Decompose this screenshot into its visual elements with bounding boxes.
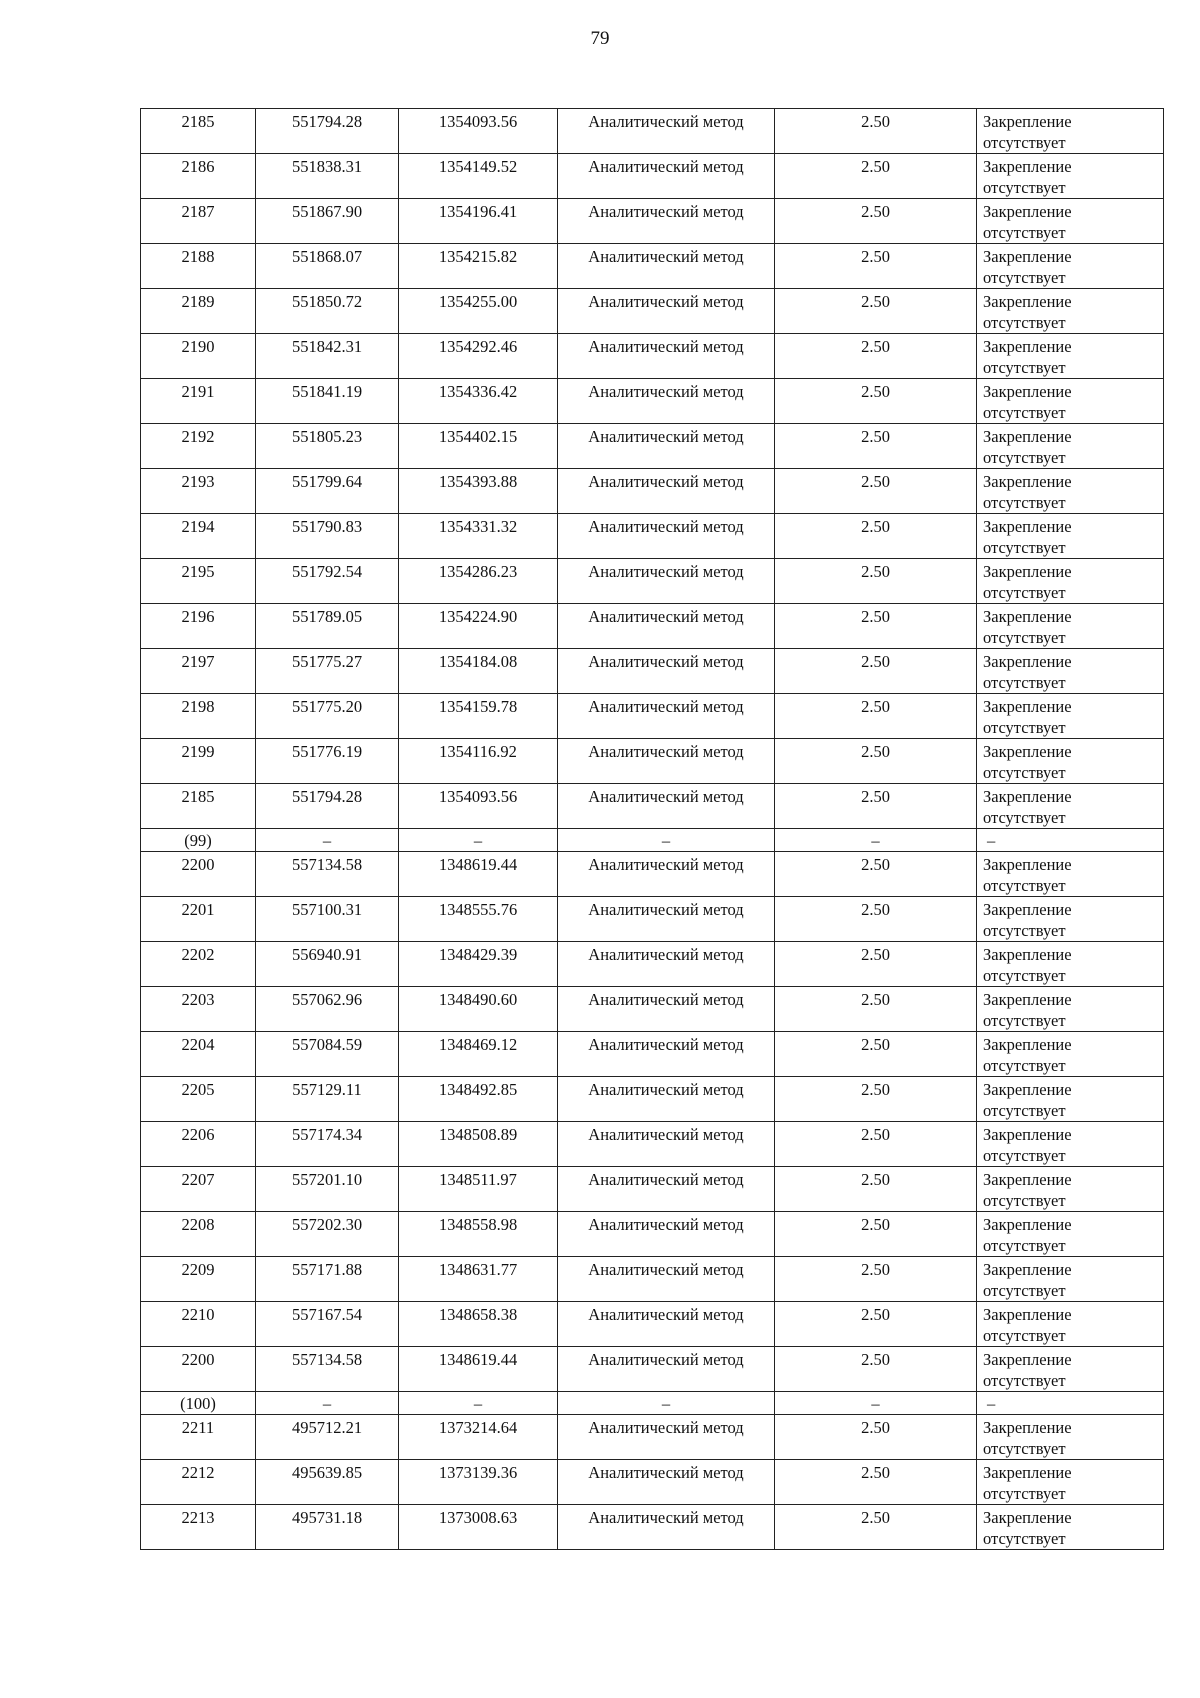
method-cell: – xyxy=(558,1392,775,1415)
table-row xyxy=(141,154,1164,199)
point-number-cell: 2199 xyxy=(141,739,256,784)
y-coordinate-cell: 1354224.90 xyxy=(399,604,558,649)
x-coordinate-cell: 557202.30 xyxy=(256,1212,399,1257)
point-number-cell: 2207 xyxy=(141,1167,256,1212)
contour-separator-row xyxy=(141,829,1164,852)
point-number-cell: 2200 xyxy=(141,1347,256,1392)
contour-separator-row xyxy=(141,1392,1164,1415)
method-cell: Аналитический метод xyxy=(558,649,775,694)
y-coordinate-cell: 1354331.32 xyxy=(399,514,558,559)
method-cell: Аналитический метод xyxy=(558,852,775,897)
accuracy-cell: 2.50 xyxy=(775,1167,977,1212)
table-row xyxy=(141,514,1164,559)
table-row xyxy=(141,694,1164,739)
fixing-cell: Закрепление отсутствует xyxy=(977,1167,1164,1212)
page-number: 79 xyxy=(590,28,610,49)
y-coordinate-cell: 1348558.98 xyxy=(399,1212,558,1257)
y-coordinate-cell: 1348508.89 xyxy=(399,1122,558,1167)
point-number-cell: 2200 xyxy=(141,852,256,897)
fixing-cell: Закрепление отсутствует xyxy=(977,154,1164,199)
fixing-cell: Закрепление отсутствует xyxy=(977,1460,1164,1505)
method-cell: Аналитический метод xyxy=(558,1167,775,1212)
y-coordinate-cell: 1354093.56 xyxy=(399,784,558,829)
method-cell: Аналитический метод xyxy=(558,379,775,424)
point-number-cell: 2206 xyxy=(141,1122,256,1167)
accuracy-cell: 2.50 xyxy=(775,739,977,784)
point-number-cell: 2193 xyxy=(141,469,256,514)
x-coordinate-cell: 551867.90 xyxy=(256,199,399,244)
fixing-cell: Закрепление отсутствует xyxy=(977,1077,1164,1122)
accuracy-cell: 2.50 xyxy=(775,1460,977,1505)
fixing-cell: Закрепление отсутствует xyxy=(977,1212,1164,1257)
fixing-cell: Закрепление отсутствует xyxy=(977,1347,1164,1392)
accuracy-cell: 2.50 xyxy=(775,379,977,424)
y-coordinate-cell: 1354196.41 xyxy=(399,199,558,244)
table-row xyxy=(141,244,1164,289)
point-number-cell: 2210 xyxy=(141,1302,256,1347)
accuracy-cell: 2.50 xyxy=(775,604,977,649)
x-coordinate-cell: 557201.10 xyxy=(256,1167,399,1212)
fixing-cell: Закрепление отсутствует xyxy=(977,739,1164,784)
y-coordinate-cell: 1354292.46 xyxy=(399,334,558,379)
fixing-cell: Закрепление отсутствует xyxy=(977,424,1164,469)
table-row xyxy=(141,852,1164,897)
accuracy-cell: 2.50 xyxy=(775,987,977,1032)
accuracy-cell: 2.50 xyxy=(775,942,977,987)
x-coordinate-cell: – xyxy=(256,829,399,852)
coordinates-table xyxy=(140,108,1164,1550)
y-coordinate-cell: 1354184.08 xyxy=(399,649,558,694)
point-number-cell: 2185 xyxy=(141,109,256,154)
method-cell: Аналитический метод xyxy=(558,942,775,987)
x-coordinate-cell: – xyxy=(256,1392,399,1415)
table-row xyxy=(141,739,1164,784)
point-number-cell: 2187 xyxy=(141,199,256,244)
x-coordinate-cell: 495712.21 xyxy=(256,1415,399,1460)
accuracy-cell: 2.50 xyxy=(775,109,977,154)
fixing-cell: Закрепление отсутствует xyxy=(977,604,1164,649)
accuracy-cell: 2.50 xyxy=(775,199,977,244)
accuracy-cell: 2.50 xyxy=(775,1302,977,1347)
y-coordinate-cell: 1348555.76 xyxy=(399,897,558,942)
table-body xyxy=(141,109,1164,1550)
method-cell: Аналитический метод xyxy=(558,199,775,244)
x-coordinate-cell: 557171.88 xyxy=(256,1257,399,1302)
accuracy-cell: 2.50 xyxy=(775,244,977,289)
fixing-cell: Закрепление отсутствует xyxy=(977,514,1164,559)
fixing-cell: Закрепление отсутствует xyxy=(977,379,1164,424)
x-coordinate-cell: 551838.31 xyxy=(256,154,399,199)
point-number-cell: 2209 xyxy=(141,1257,256,1302)
accuracy-cell: 2.50 xyxy=(775,1415,977,1460)
point-number-cell: 2198 xyxy=(141,694,256,739)
point-number-cell: 2190 xyxy=(141,334,256,379)
point-number-cell: 2197 xyxy=(141,649,256,694)
point-number-cell: 2188 xyxy=(141,244,256,289)
fixing-cell: Закрепление отсутствует xyxy=(977,1032,1164,1077)
x-coordinate-cell: 551794.28 xyxy=(256,784,399,829)
point-number-cell: 2194 xyxy=(141,514,256,559)
fixing-cell: Закрепление отсутствует xyxy=(977,1302,1164,1347)
x-coordinate-cell: 557062.96 xyxy=(256,987,399,1032)
x-coordinate-cell: 556940.91 xyxy=(256,942,399,987)
method-cell: Аналитический метод xyxy=(558,244,775,289)
method-cell: Аналитический метод xyxy=(558,1460,775,1505)
method-cell: Аналитический метод xyxy=(558,424,775,469)
table-row xyxy=(141,289,1164,334)
fixing-cell: Закрепление отсутствует xyxy=(977,649,1164,694)
method-cell: Аналитический метод xyxy=(558,784,775,829)
accuracy-cell: 2.50 xyxy=(775,559,977,604)
y-coordinate-cell: 1354116.92 xyxy=(399,739,558,784)
x-coordinate-cell: 551850.72 xyxy=(256,289,399,334)
fixing-cell: Закрепление отсутствует xyxy=(977,852,1164,897)
method-cell: Аналитический метод xyxy=(558,1302,775,1347)
table-row xyxy=(141,1347,1164,1392)
table-row xyxy=(141,199,1164,244)
y-coordinate-cell: 1373139.36 xyxy=(399,1460,558,1505)
fixing-cell: Закрепление отсутствует xyxy=(977,1122,1164,1167)
x-coordinate-cell: 495731.18 xyxy=(256,1505,399,1550)
x-coordinate-cell: 551842.31 xyxy=(256,334,399,379)
method-cell: Аналитический метод xyxy=(558,109,775,154)
fixing-cell: – xyxy=(977,1392,1164,1415)
y-coordinate-cell: 1373214.64 xyxy=(399,1415,558,1460)
fixing-cell: Закрепление отсутствует xyxy=(977,244,1164,289)
point-number-cell: 2205 xyxy=(141,1077,256,1122)
y-coordinate-cell: 1373008.63 xyxy=(399,1505,558,1550)
fixing-cell: Закрепление отсутствует xyxy=(977,784,1164,829)
y-coordinate-cell: 1354286.23 xyxy=(399,559,558,604)
table-row xyxy=(141,942,1164,987)
method-cell: Аналитический метод xyxy=(558,289,775,334)
x-coordinate-cell: 551805.23 xyxy=(256,424,399,469)
method-cell: Аналитический метод xyxy=(558,1032,775,1077)
accuracy-cell: 2.50 xyxy=(775,1077,977,1122)
accuracy-cell: 2.50 xyxy=(775,334,977,379)
accuracy-cell: 2.50 xyxy=(775,1347,977,1392)
method-cell: Аналитический метод xyxy=(558,1212,775,1257)
table-row xyxy=(141,334,1164,379)
point-number-cell: 2185 xyxy=(141,784,256,829)
accuracy-cell: 2.50 xyxy=(775,1032,977,1077)
method-cell: Аналитический метод xyxy=(558,154,775,199)
fixing-cell: Закрепление отсутствует xyxy=(977,199,1164,244)
method-cell: Аналитический метод xyxy=(558,1257,775,1302)
method-cell: Аналитический метод xyxy=(558,987,775,1032)
table-row xyxy=(141,1302,1164,1347)
x-coordinate-cell: 557129.11 xyxy=(256,1077,399,1122)
x-coordinate-cell: 551792.54 xyxy=(256,559,399,604)
x-coordinate-cell: 551775.20 xyxy=(256,694,399,739)
accuracy-cell: 2.50 xyxy=(775,154,977,199)
accuracy-cell: 2.50 xyxy=(775,784,977,829)
x-coordinate-cell: 557134.58 xyxy=(256,1347,399,1392)
point-number-cell: 2202 xyxy=(141,942,256,987)
accuracy-cell: 2.50 xyxy=(775,694,977,739)
table-row xyxy=(141,1032,1164,1077)
fixing-cell: Закрепление отсутствует xyxy=(977,1257,1164,1302)
y-coordinate-cell: 1354159.78 xyxy=(399,694,558,739)
method-cell: Аналитический метод xyxy=(558,334,775,379)
table-row xyxy=(141,109,1164,154)
table-row xyxy=(141,469,1164,514)
point-number-cell: 2211 xyxy=(141,1415,256,1460)
table-row xyxy=(141,604,1164,649)
x-coordinate-cell: 557134.58 xyxy=(256,852,399,897)
fixing-cell: Закрепление отсутствует xyxy=(977,942,1164,987)
x-coordinate-cell: 551789.05 xyxy=(256,604,399,649)
method-cell: Аналитический метод xyxy=(558,694,775,739)
fixing-cell: – xyxy=(977,829,1164,852)
method-cell: Аналитический метод xyxy=(558,1505,775,1550)
accuracy-cell: 2.50 xyxy=(775,424,977,469)
method-cell: Аналитический метод xyxy=(558,604,775,649)
x-coordinate-cell: 557100.31 xyxy=(256,897,399,942)
accuracy-cell: – xyxy=(775,1392,977,1415)
y-coordinate-cell: 1348658.38 xyxy=(399,1302,558,1347)
y-coordinate-cell: 1348631.77 xyxy=(399,1257,558,1302)
table-row xyxy=(141,1212,1164,1257)
fixing-cell: Закрепление отсутствует xyxy=(977,559,1164,604)
table-row xyxy=(141,897,1164,942)
table-row xyxy=(141,1077,1164,1122)
method-cell: Аналитический метод xyxy=(558,897,775,942)
accuracy-cell: 2.50 xyxy=(775,1122,977,1167)
fixing-cell: Закрепление отсутствует xyxy=(977,694,1164,739)
x-coordinate-cell: 551794.28 xyxy=(256,109,399,154)
point-number-cell: 2191 xyxy=(141,379,256,424)
y-coordinate-cell: 1354215.82 xyxy=(399,244,558,289)
fixing-cell: Закрепление отсутствует xyxy=(977,1415,1164,1460)
x-coordinate-cell: 557084.59 xyxy=(256,1032,399,1077)
x-coordinate-cell: 551868.07 xyxy=(256,244,399,289)
table-row xyxy=(141,784,1164,829)
y-coordinate-cell: 1354402.15 xyxy=(399,424,558,469)
y-coordinate-cell: 1348619.44 xyxy=(399,852,558,897)
y-coordinate-cell: – xyxy=(399,829,558,852)
x-coordinate-cell: 557167.54 xyxy=(256,1302,399,1347)
x-coordinate-cell: 557174.34 xyxy=(256,1122,399,1167)
x-coordinate-cell: 551790.83 xyxy=(256,514,399,559)
y-coordinate-cell: – xyxy=(399,1392,558,1415)
point-number-cell: 2201 xyxy=(141,897,256,942)
table-row xyxy=(141,1460,1164,1505)
point-number-cell: 2196 xyxy=(141,604,256,649)
method-cell: Аналитический метод xyxy=(558,1415,775,1460)
point-number-cell: 2204 xyxy=(141,1032,256,1077)
y-coordinate-cell: 1354149.52 xyxy=(399,154,558,199)
accuracy-cell: 2.50 xyxy=(775,1212,977,1257)
table-row xyxy=(141,379,1164,424)
point-number-cell: 2212 xyxy=(141,1460,256,1505)
method-cell: Аналитический метод xyxy=(558,1122,775,1167)
accuracy-cell: 2.50 xyxy=(775,1505,977,1550)
x-coordinate-cell: 551841.19 xyxy=(256,379,399,424)
accuracy-cell: 2.50 xyxy=(775,1257,977,1302)
y-coordinate-cell: 1348429.39 xyxy=(399,942,558,987)
y-coordinate-cell: 1354255.00 xyxy=(399,289,558,334)
method-cell: – xyxy=(558,829,775,852)
y-coordinate-cell: 1348619.44 xyxy=(399,1347,558,1392)
point-number-cell: 2186 xyxy=(141,154,256,199)
x-coordinate-cell: 551799.64 xyxy=(256,469,399,514)
table-row xyxy=(141,649,1164,694)
table-row xyxy=(141,1505,1164,1550)
method-cell: Аналитический метод xyxy=(558,1347,775,1392)
point-number-cell: 2213 xyxy=(141,1505,256,1550)
point-number-cell: 2192 xyxy=(141,424,256,469)
accuracy-cell: 2.50 xyxy=(775,514,977,559)
accuracy-cell: – xyxy=(775,829,977,852)
point-number-cell: (100) xyxy=(141,1392,256,1415)
table-row xyxy=(141,559,1164,604)
x-coordinate-cell: 551775.27 xyxy=(256,649,399,694)
method-cell: Аналитический метод xyxy=(558,469,775,514)
y-coordinate-cell: 1354393.88 xyxy=(399,469,558,514)
x-coordinate-cell: 551776.19 xyxy=(256,739,399,784)
x-coordinate-cell: 495639.85 xyxy=(256,1460,399,1505)
method-cell: Аналитический метод xyxy=(558,739,775,784)
method-cell: Аналитический метод xyxy=(558,514,775,559)
accuracy-cell: 2.50 xyxy=(775,289,977,334)
method-cell: Аналитический метод xyxy=(558,1077,775,1122)
point-number-cell: 2189 xyxy=(141,289,256,334)
point-number-cell: 2208 xyxy=(141,1212,256,1257)
accuracy-cell: 2.50 xyxy=(775,469,977,514)
fixing-cell: Закрепление отсутствует xyxy=(977,897,1164,942)
fixing-cell: Закрепление отсутствует xyxy=(977,987,1164,1032)
method-cell: Аналитический метод xyxy=(558,559,775,604)
y-coordinate-cell: 1348490.60 xyxy=(399,987,558,1032)
y-coordinate-cell: 1348511.97 xyxy=(399,1167,558,1212)
accuracy-cell: 2.50 xyxy=(775,852,977,897)
table-row xyxy=(141,1415,1164,1460)
y-coordinate-cell: 1348469.12 xyxy=(399,1032,558,1077)
table-row xyxy=(141,1257,1164,1302)
accuracy-cell: 2.50 xyxy=(775,649,977,694)
point-number-cell: 2195 xyxy=(141,559,256,604)
point-number-cell: 2203 xyxy=(141,987,256,1032)
fixing-cell: Закрепление отсутствует xyxy=(977,469,1164,514)
accuracy-cell: 2.50 xyxy=(775,897,977,942)
table-row xyxy=(141,1122,1164,1167)
y-coordinate-cell: 1354336.42 xyxy=(399,379,558,424)
table-row xyxy=(141,987,1164,1032)
fixing-cell: Закрепление отсутствует xyxy=(977,334,1164,379)
table-row xyxy=(141,1167,1164,1212)
y-coordinate-cell: 1354093.56 xyxy=(399,109,558,154)
fixing-cell: Закрепление отсутствует xyxy=(977,109,1164,154)
point-number-cell: (99) xyxy=(141,829,256,852)
y-coordinate-cell: 1348492.85 xyxy=(399,1077,558,1122)
fixing-cell: Закрепление отсутствует xyxy=(977,1505,1164,1550)
table-row xyxy=(141,424,1164,469)
fixing-cell: Закрепление отсутствует xyxy=(977,289,1164,334)
